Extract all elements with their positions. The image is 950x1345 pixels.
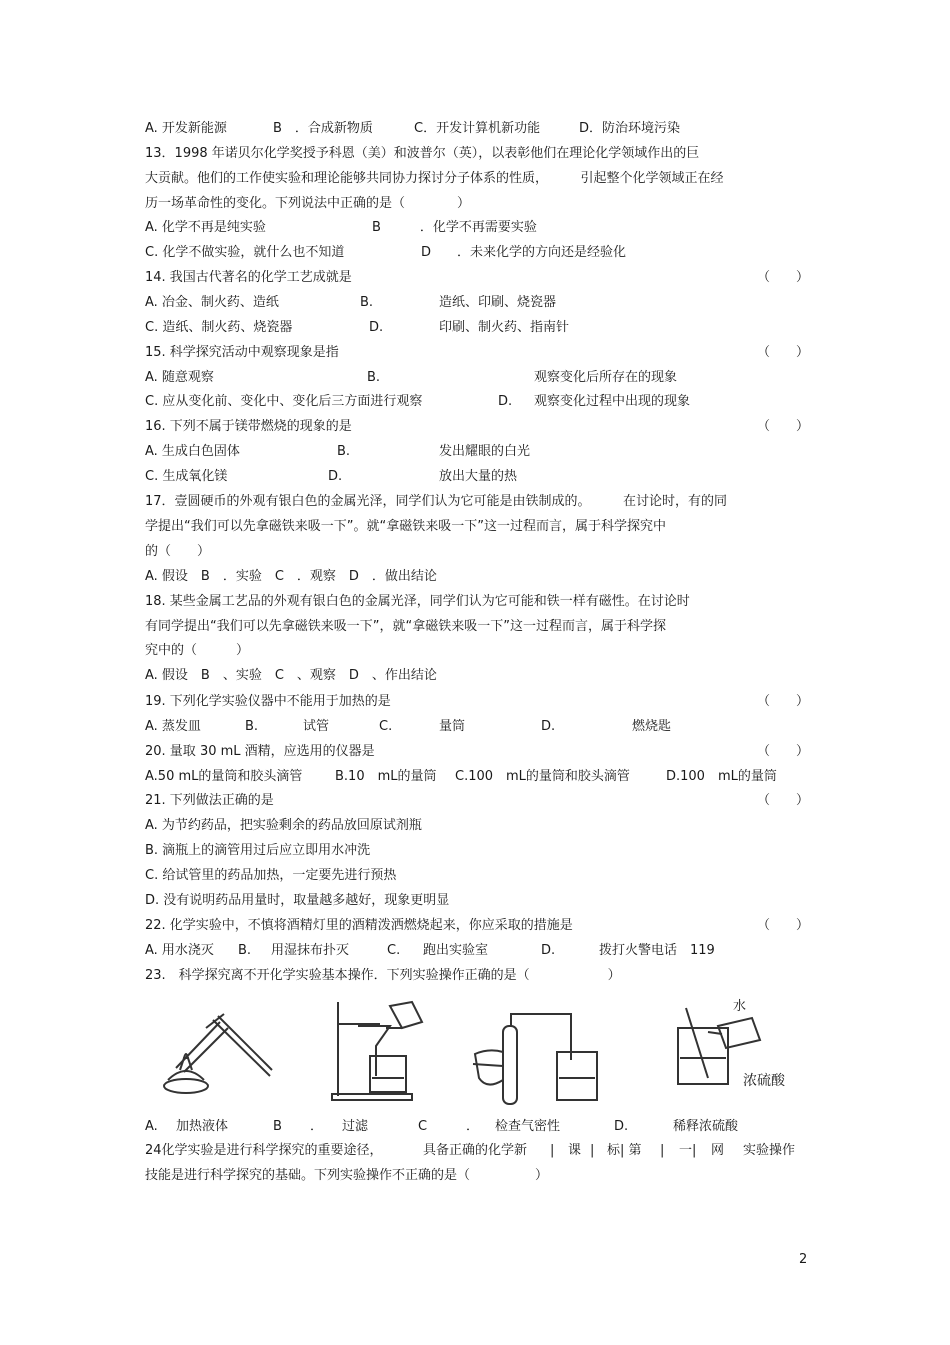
- q15-option-b-text: 观察变化后所存在的现象: [534, 370, 678, 385]
- q13-stem-line1: 13．1998 年诺贝尔化学奖授予科恩（美）和波普尔（英），以表彰他们在理论化学领域作出的巨: [145, 146, 700, 161]
- q20-option-d: D.100 mL的量筒: [666, 769, 777, 784]
- q15-option-c: C. 应从变化前、变化中、变化后三方面进行观察: [145, 394, 423, 409]
- figure-label-conc-sulfuric-acid: 浓硫酸: [743, 1073, 785, 1089]
- q19-option-a: A. 蒸发皿: [145, 719, 201, 734]
- q23-option-c-dot: ．: [466, 1119, 480, 1134]
- q13-option-b: B ．化学不再需要实验: [372, 220, 537, 235]
- figure-filtration: [330, 998, 440, 1102]
- q22-option-b-text: 用湿抹布扑灭: [271, 943, 350, 958]
- q13-option-a: A. 化学不再是纯实验: [145, 220, 266, 235]
- q13-stem-line3: 历一场革命性的变化。下列说法中正确的是（ ）: [145, 196, 471, 211]
- q16-answer-paren: （ ）: [757, 419, 810, 434]
- q21-option-c: C. 给试管里的药品加热，一定要先进行预热: [145, 868, 397, 883]
- q17-stem-line1: 17．壹圆硬币的外观有银白色的金属光泽，同学们认为它可能是由铁制成的。 在讨论时，有的同: [145, 494, 728, 509]
- q21-option-a: A. 为节约药品，把实验剩余的药品放回原试剂瓶: [145, 818, 422, 833]
- page-number: 2: [799, 1252, 808, 1267]
- q20-stem: 20. 量取 30 mL 酒精，应选用的仪器是: [145, 744, 375, 759]
- q23-option-d-letter: D.: [614, 1119, 629, 1134]
- q23-option-c-text: 检查气密性: [495, 1119, 561, 1134]
- q16-stem: 16. 下列不属于镁带燃烧的现象的是: [145, 419, 352, 434]
- q18-options: A. 假设 B 、实验 C 、观察 D 、作出结论: [145, 668, 437, 683]
- q12-option-b: B ．合成新物质: [273, 121, 373, 136]
- q23-option-d-text: 稀释浓硫酸: [673, 1119, 739, 1134]
- q16-option-d-text: 放出大量的热: [439, 469, 518, 484]
- q14-option-c: C. 造纸、制火药、烧瓷器: [145, 320, 293, 335]
- q13-option-d: D ．未来化学的方向还是经验化: [421, 245, 627, 260]
- figure-check-airtightness: [467, 1008, 607, 1112]
- q22-option-c-text: 跑出实验室: [423, 943, 489, 958]
- q22-option-d-letter: D.: [541, 943, 556, 958]
- q24-stem-part1: 24化学实验是进行科学探究的重要途径，: [145, 1143, 383, 1158]
- q15-stem: 15. 科学探究活动中观察现象是指: [145, 345, 339, 360]
- q22-stem: 22. 化学实验中，不慎将酒精灯里的酒精泼洒燃烧起来，你应采取的措施是: [145, 918, 573, 933]
- q16-option-b-text: 发出耀眼的白光: [439, 444, 531, 459]
- q23-stem: 23. 科学探究离不开化学实验基本操作．下列实验操作正确的是（ ）: [145, 968, 621, 983]
- q15-option-b-letter: B.: [367, 370, 381, 385]
- q23-option-b-text: 过滤: [342, 1119, 369, 1134]
- q16-option-a: A. 生成白色固体: [145, 444, 240, 459]
- q12-option-c: C．开发计算机新功能: [414, 121, 541, 136]
- q22-option-a: A. 用水浇灭: [145, 943, 214, 958]
- q20-option-b: B.10 mL的量筒: [335, 769, 437, 784]
- q22-option-c-letter: C.: [387, 943, 401, 958]
- q19-option-b-letter: B.: [245, 719, 259, 734]
- q23-option-b-dot: ．: [310, 1119, 324, 1134]
- q17-options: A. 假设 B ．实验 C ．观察 D ．做出结论: [145, 569, 437, 584]
- q22-option-b-letter: B.: [238, 943, 252, 958]
- q15-answer-paren: （ ）: [757, 345, 810, 360]
- q24-stem-part9: 网: [711, 1143, 725, 1158]
- q20-option-a: A.50 mL的量筒和胶头滴管: [145, 769, 303, 784]
- q19-option-b-text: 试管: [303, 719, 330, 734]
- q18-stem-line2: 有同学提出“我们可以先拿磁铁来吸一下”，就“拿磁铁来吸一下”这一过程而言，属于科学探: [145, 619, 666, 634]
- q17-stem-line3: 的（ ）: [145, 544, 211, 559]
- q17-stem-line2: 学提出“我们可以先拿磁铁来吸一下”。就“拿磁铁来吸一下”这一过程而言，属于科学探究中: [145, 519, 666, 534]
- q20-option-c: C.100 mL的量筒和胶头滴管: [455, 769, 630, 784]
- q24-stem-part8: 一|: [679, 1143, 697, 1158]
- q14-stem: 14. 我国古代著名的化学工艺成就是: [145, 270, 352, 285]
- q24-stem-part6: 标| 第: [607, 1143, 642, 1158]
- q14-option-d-text: 印刷、制火药、指南针: [439, 320, 570, 335]
- q22-option-d-text: 拨打火警电话 119: [599, 943, 715, 958]
- q16-option-c: C. 生成氧化镁: [145, 469, 228, 484]
- q18-stem-line3: 究中的（ ）: [145, 643, 250, 658]
- q22-answer-paren: （ ）: [757, 918, 810, 933]
- q23-option-a-letter: A.: [145, 1119, 158, 1134]
- q24-stem-part2: 具备正确的化学新: [423, 1143, 528, 1158]
- q19-answer-paren: （ ）: [757, 694, 810, 709]
- q15-option-a: A. 随意观察: [145, 370, 214, 385]
- q24-stem-part7: |: [660, 1143, 665, 1158]
- q19-option-c-letter: C.: [379, 719, 393, 734]
- q16-option-d-letter: D.: [328, 469, 343, 484]
- q24-stem-line2: 技能是进行科学探究的基础。下列实验操作不正确的是（ ）: [145, 1168, 549, 1183]
- q21-answer-paren: （ ）: [757, 793, 810, 808]
- q24-stem-part4: 课: [568, 1143, 582, 1158]
- q19-option-d-letter: D.: [541, 719, 556, 734]
- q24-stem-part3: |: [550, 1143, 555, 1158]
- q14-option-b-text: 造纸、印刷、烧瓷器: [439, 295, 557, 310]
- q19-option-c-text: 量筒: [439, 719, 466, 734]
- q12-option-d: D．防治环境污染: [579, 121, 681, 136]
- q24-stem-part5: |: [590, 1143, 595, 1158]
- q20-answer-paren: （ ）: [757, 744, 810, 759]
- q14-option-a: A. 冶金、制火药、造纸: [145, 295, 279, 310]
- q24-stem-part10: 实验操作: [743, 1143, 796, 1158]
- q18-stem-line1: 18. 某些金属工艺品的外观有银白色的金属光泽，同学们认为它可能和铁一样有磁性。在讨论时: [145, 594, 690, 609]
- q14-answer-paren: （ ）: [757, 270, 810, 285]
- q13-option-c: C. 化学不做实验，就什么也不知道: [145, 245, 345, 260]
- q23-option-c-letter: C: [418, 1119, 428, 1134]
- q13-stem-line2: 大贡献。他们的工作使实验和理论能够共同协力探讨分子体系的性质， 引起整个化学领域正在经: [145, 171, 724, 186]
- q23-option-b-letter: B: [273, 1119, 282, 1134]
- q16-option-b-letter: B.: [337, 444, 351, 459]
- q21-option-b: B. 滴瓶上的滴管用过后应立即用水冲洗: [145, 843, 371, 858]
- q12-option-a: A. 开发新能源: [145, 121, 227, 136]
- q14-option-b-letter: B.: [360, 295, 374, 310]
- q15-option-d-text: 观察变化过程中出现的现象: [534, 394, 691, 409]
- q23-option-a-text: 加热液体: [176, 1119, 229, 1134]
- q19-option-d-text: 燃烧匙: [632, 719, 672, 734]
- q14-option-d-letter: D.: [369, 320, 384, 335]
- q21-stem: 21. 下列做法正确的是: [145, 793, 274, 808]
- q15-option-d-letter: D.: [498, 394, 513, 409]
- figure-label-water: 水: [733, 999, 747, 1014]
- q19-stem: 19. 下列化学实验仪器中不能用于加热的是: [145, 694, 391, 709]
- q21-option-d: D. 没有说明药品用量时，取量越多越好，现象更明显: [145, 893, 450, 908]
- figure-heating-liquid: [158, 1010, 278, 1100]
